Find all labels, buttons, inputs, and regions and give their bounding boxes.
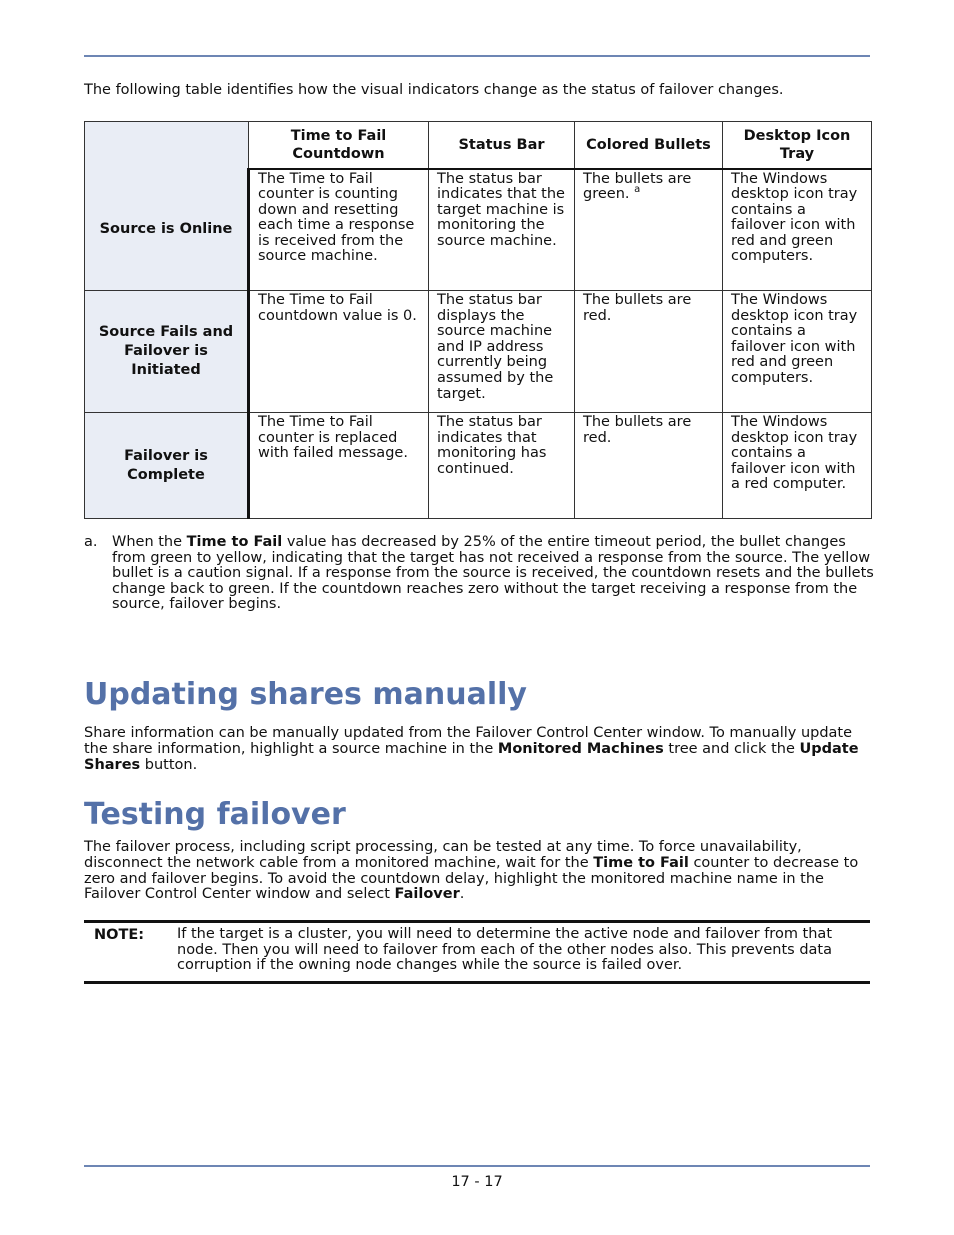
footnote-bold-term: Time to Fail (186, 534, 283, 550)
column-header: Time to Fail Countdown (249, 122, 429, 169)
table-cell: The bullets are red. (575, 291, 723, 413)
table-footnote (84, 535, 874, 613)
intro-text: The following table identifies how the visual indicators change as the status of failover changes. (84, 82, 784, 98)
paragraph-text: . (459, 886, 465, 903)
table-cell: The status bar displays the source machine and IP address currently being assumed by the target. (429, 291, 575, 413)
column-header: Status Bar (429, 122, 575, 169)
paragraph-text: counter to decrease to zero and failover begins. To avoid the countdown delay, highlight the monitored machine name in the Failover Control Center window and select (84, 854, 859, 903)
footnote-label: a. (84, 534, 98, 550)
header-rule (84, 55, 870, 57)
paragraph-bold-term: Failover (394, 886, 460, 903)
footnote-text-part: value has decreased by 25% of the entire timeout period, the bullet changes from green to yellow, indicating that the target has not received a response from the source. The yellow bullet is a caution signal. If a response from the source is received, the countdown resets and the bullets change back to green. If the countdown reaches zero without the target receiving a response from the source, failover begins. (112, 534, 874, 613)
section-heading-updating-shares: Updating shares manually (84, 677, 527, 712)
section-heading-testing-failover: Testing failover (84, 797, 346, 832)
column-header: Desktop Icon Tray (723, 122, 872, 169)
table-cell: The Windows desktop icon tray contains a failover icon with a red computer. (723, 413, 872, 519)
footer-rule (84, 1165, 870, 1167)
table-header-row (85, 122, 872, 169)
paragraph-text: The failover process, including script processing, can be tested at any time. To force unavailability, disconnect the network cable from a monitored machine, wait for the (84, 839, 802, 871)
table-cell: The status bar indicates that the target machine is monitoring the source machine. (429, 169, 575, 291)
cell-text: The bullets are green. (583, 170, 692, 203)
table-row (85, 291, 872, 413)
row-header: Failover is Complete (85, 413, 249, 519)
failover-status-table (84, 121, 872, 519)
footnote-text (112, 535, 874, 613)
paragraph-bold-term: Monitored Machines (497, 740, 664, 757)
note-text: If the target is a cluster, you will need to determine the active node and failover from that node. Then you will need to failover from each of the other nodes also. This prevents data corruption if the owning node changes while the source is failed over. (177, 926, 832, 974)
paragraph-bold-term: Time to Fail (593, 854, 689, 871)
updating-shares-paragraph (84, 726, 874, 773)
paragraph-text: button. (140, 756, 198, 773)
table-cell: The Time to Fail counter is replaced with failed message. (249, 413, 429, 519)
footnote-marker: a (634, 184, 641, 196)
testing-failover-paragraph (84, 840, 874, 903)
table-cell: The bullets are red. (575, 413, 723, 519)
table-corner-cell (85, 122, 249, 169)
note-box (84, 920, 870, 984)
table-cell: The Time to Fail countdown value is 0. (249, 291, 429, 413)
paragraph-text: Share information can be manually updated from the Failover Control Center window. To manually update the share information, highlight a source machine in the (84, 725, 853, 757)
table-cell: The Windows desktop icon tray contains a failover icon with red and green computers. (723, 291, 872, 413)
table-row (85, 413, 872, 519)
row-header: Source is Online (85, 169, 249, 291)
table-cell: The status bar indicates that monitoring has continued. (429, 413, 575, 519)
paragraph-bold-term: Update Shares (84, 740, 859, 773)
table-row (85, 169, 872, 291)
footnote-text-part: When the (112, 534, 187, 550)
column-header: Colored Bullets (575, 122, 723, 169)
table-cell: The Time to Fail counter is counting down and resetting each time a response is received from the source machine. (249, 169, 429, 291)
paragraph-text: tree and click the (663, 740, 800, 757)
page-number: 17 - 17 (451, 1174, 503, 1190)
table-cell: The Windows desktop icon tray contains a failover icon with red and green computers. (723, 169, 872, 291)
row-header: Source Fails and Failover is Initiated (85, 291, 249, 413)
note-label: NOTE: (94, 927, 145, 943)
table-cell (575, 169, 723, 291)
